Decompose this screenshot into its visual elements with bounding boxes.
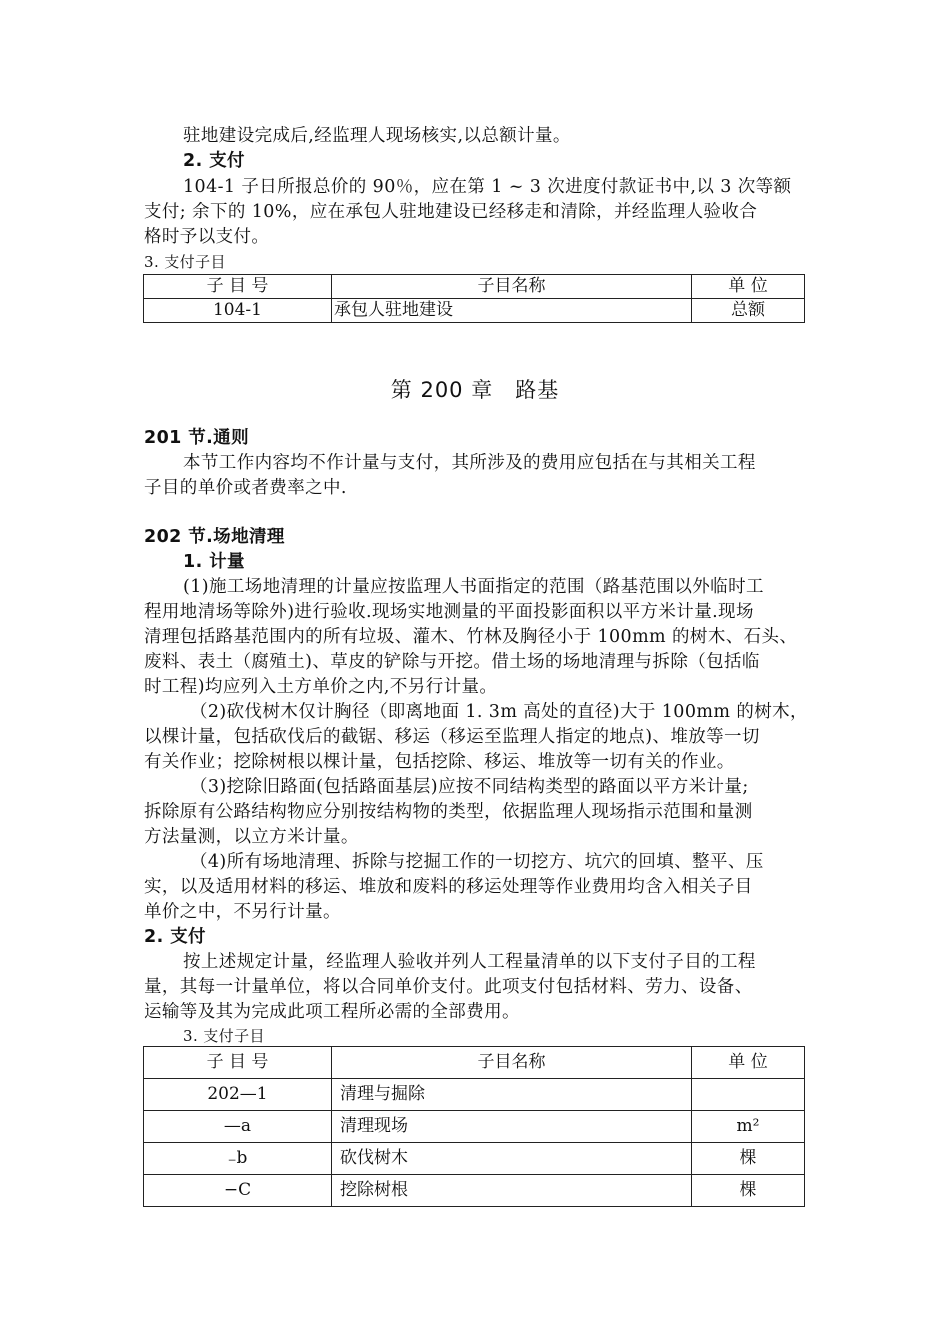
table-header-cell: 单 位 [692,1047,805,1079]
text-line: 子目的单价或者费率之中. [144,478,347,498]
text-line: 实，以及适用材料的移运、堆放和废料的移运处理等作业费用均含入相关子目 [144,877,753,897]
table-header-cell: 子 目 号 [144,275,332,299]
table-cell: 清理现场 [332,1111,692,1143]
table-row [144,1175,805,1207]
text-line: 拆除原有公路结构物应分别按结构物的类型，依据监理人现场指示范围和量测 [144,802,753,822]
text-line: 程用地清场等除外)进行验收.现场实地测量的平面投影面积以平方米计量.现场 [144,602,754,622]
text-line: （3)挖除旧路面(包括路面基层)应按不同结构类型的路面以平方米计量; [190,777,749,797]
section-heading: 2. 支付 [183,151,245,171]
table-cell: 棵 [692,1143,805,1175]
payment-table-202 [143,1046,805,1207]
section-heading: 2. 支付 [144,927,206,947]
text-line: 本节工作内容均不作计量与支付，其所涉及的费用应包括在与其相关工程 [183,453,756,473]
text-line: （4)所有场地清理、拆除与挖掘工作的一切挖方、坑穴的回填、整平、压 [190,852,764,872]
section-heading: 3. 支付子目 [183,1027,265,1045]
table-cell [692,1079,805,1111]
text-line: 按上述规定计量，经监理人验收并列人工程量清单的以下支付子目的工程 [183,952,756,972]
table-row [144,1111,805,1143]
section-heading: 3. 支付子目 [144,253,226,271]
text-line: 时工程)均应列入土方单价之内,不另行计量。 [144,677,498,697]
section-heading: 1. 计量 [183,552,245,572]
text-line: 方法量测，以立方米计量。 [144,827,359,847]
text-line: （2)砍伐树木仅计胸径（即离地面 1. 3m 高处的直径)大于 100mm 的树木， [190,702,808,722]
table-cell: 104-1 [144,299,332,323]
text-line: 废料、表土（腐殖土)、草皮的铲除与开挖。借土场的场地清理与拆除（包括临 [144,652,760,672]
text-line: 以棵计量，包括砍伐后的截锯、移运（移运至监理人指定的地点)、堆放等一切 [144,727,760,747]
table-cell: 棵 [692,1175,805,1207]
section-heading: 201 节.通则 [144,428,249,448]
table-cell: ₋b [144,1143,332,1175]
text-line: (1)施工场地清理的计量应按监理人书面指定的范围（路基范围以外临时工 [183,577,764,597]
table-row [144,299,805,323]
table-cell: 砍伐树木 [332,1143,692,1175]
section-heading: 202 节.场地清理 [144,527,285,547]
table-cell: m² [692,1111,805,1143]
text-line: 单价之中，不另行计量。 [144,902,341,922]
text-line: 有关作业；挖除树根以棵计量，包括挖除、移运、堆放等一切有关的作业。 [144,752,735,772]
table-cell: 202—1 [144,1079,332,1111]
text-line: 104-1 子日所报总价的 90％，应在第 1 ~ 3 次进度付款证书中,以 3 次等额 [183,177,792,197]
text-line: 支付; 余下的 10%，应在承包人驻地建设已经移走和清除，并经监理人验收合 [144,202,758,222]
table-header-row [144,275,805,299]
table-row [144,1079,805,1111]
text-line: 量，其每一计量单位，将以合同单价支付。此项支付包括材料、劳力、设备、 [144,977,753,997]
text-line: 清理包括路基范围内的所有垃圾、灌木、竹林及胸径小于 100mm 的树木、石头、 [144,627,798,647]
table-cell: 清理与掘除 [332,1079,692,1111]
text-line: 运输等及其为完成此项工程所必需的全部费用。 [144,1002,520,1022]
table-cell: −C [144,1175,332,1207]
text-line: 格时予以支付。 [144,227,270,247]
table-header-cell: 单 位 [692,275,805,299]
table-cell: 总额 [692,299,805,323]
table-cell: —a [144,1111,332,1143]
table-row [144,1143,805,1175]
table-header-cell: 子 目 号 [144,1047,332,1079]
text-line: 驻地建设完成后,经监理人现场核实,以总额计量。 [183,126,571,146]
table-header-row [144,1047,805,1079]
table-cell: 挖除树根 [332,1175,692,1207]
table-cell: 承包人驻地建设 [332,299,692,323]
payment-table-104 [143,274,805,323]
chapter-title: 第 200 章 路基 [390,378,560,402]
table-header-cell: 子目名称 [332,1047,692,1079]
table-header-cell: 子目名称 [332,275,692,299]
